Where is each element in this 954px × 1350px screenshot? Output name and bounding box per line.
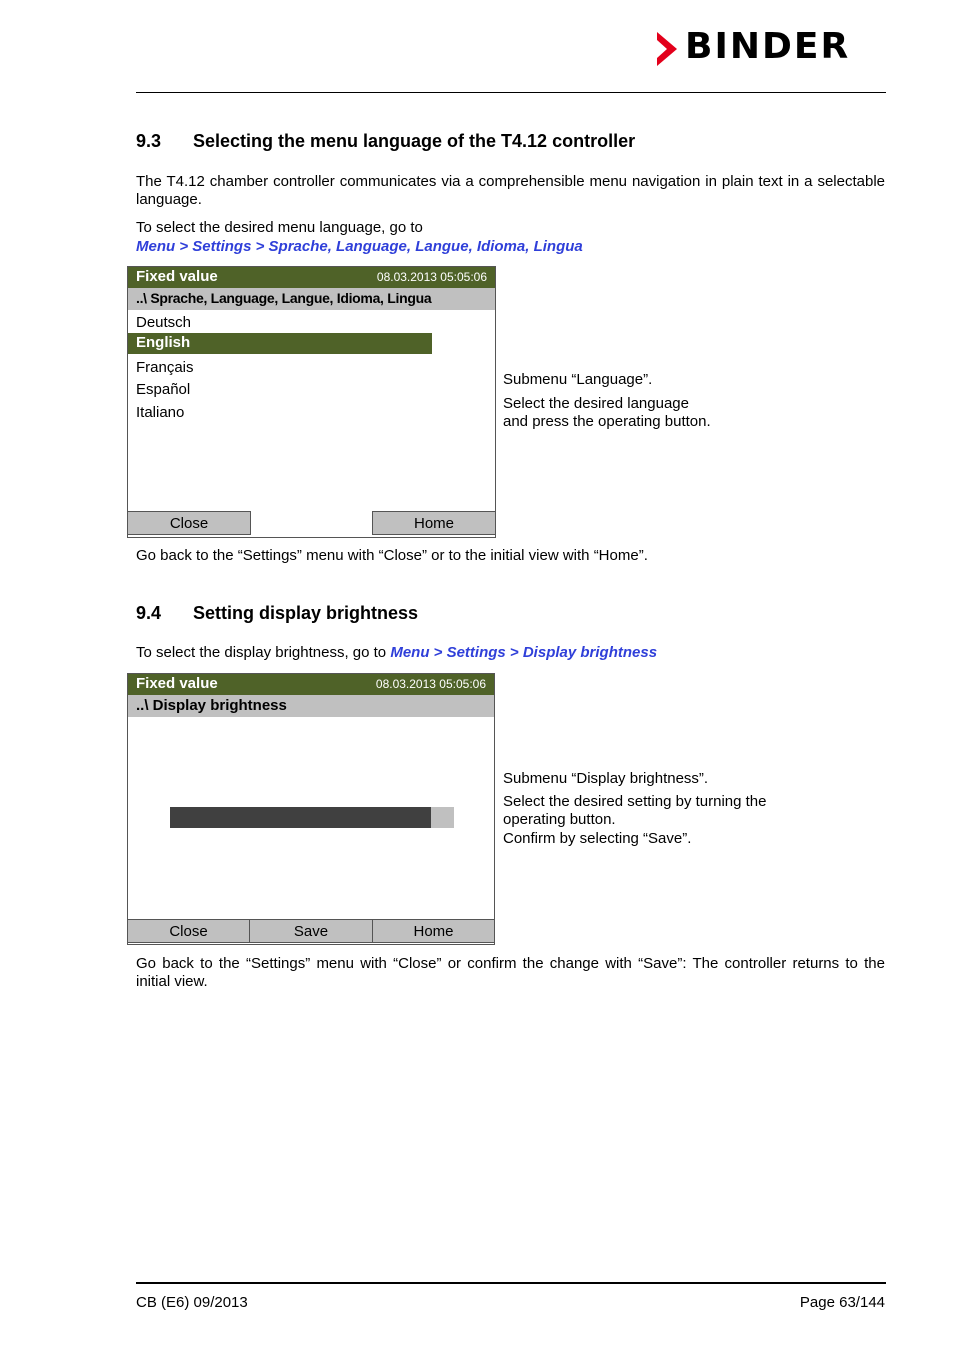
footer-left: CB (E6) 09/2013: [136, 1294, 248, 1311]
section-9-3-outro: Go back to the “Settings” menu with “Close” or to the initial view with “Home”.: [136, 547, 648, 564]
footer-rule: [136, 1282, 886, 1284]
language-option-espanol[interactable]: Español: [136, 381, 191, 398]
brightness-menu-path-link[interactable]: Menu > Settings > Display brightness: [390, 644, 658, 661]
screen-titlebar: [128, 267, 495, 288]
language-option-deutsch[interactable]: Deutsch: [136, 314, 192, 331]
brightness-screen: [127, 673, 495, 945]
section-9-4-outro: Go back to the “Settings” menu with “Close” or confirm the change with “Save”: The controller returns to the initial view.: [136, 955, 885, 990]
screen-datetime: 08.03.2013 05:05:06: [376, 270, 487, 284]
brightness-side-note-3: Confirm by selecting “Save”.: [503, 830, 692, 847]
logo-arrow-icon: [655, 30, 681, 68]
language-side-note-2a: Select the desired language: [503, 395, 689, 412]
language-option-italiano[interactable]: Italiano: [136, 404, 185, 421]
brightness-side-note-2a: Select the desired setting by turning the: [503, 793, 767, 810]
language-side-note-2b: and press the operating button.: [503, 413, 711, 430]
section-9-3-intro: The T4.12 chamber controller communicates via a comprehensible menu navigation in plain text in a selectable language.: [136, 173, 885, 208]
binder-logo: [655, 26, 887, 68]
language-option-francais[interactable]: Français: [136, 359, 194, 376]
close-button[interactable]: Close: [127, 511, 251, 535]
section-9-3-goto: To select the desired menu language, go to: [136, 219, 423, 236]
home-button[interactable]: Home: [372, 511, 496, 535]
section-9-4-heading: 9.4 Setting display brightness: [136, 603, 419, 623]
section-9-3-heading: 9.3 Selecting the menu language of the T4.12 controller: [136, 131, 636, 151]
brightness-slider[interactable]: [170, 807, 454, 828]
section-9-4-goto: To select the display brightness, go to Menu > Settings > Display brightness: [136, 644, 658, 661]
brightness-slider-fill: [170, 807, 431, 828]
language-menu-path-link[interactable]: Menu > Settings > Sprache, Language, Langue, Idioma, Lingua: [136, 238, 583, 255]
close-button[interactable]: Close: [127, 919, 250, 943]
save-button[interactable]: Save: [249, 919, 373, 943]
brightness-side-note-1: Submenu “Display brightness”.: [503, 770, 709, 787]
footer-page-number: Page 63/144: [799, 1294, 885, 1311]
screen-datetime: 08.03.2013 05:05:06: [375, 677, 486, 691]
screen-title: Fixed value: [136, 675, 218, 692]
brightness-side-note-2b: operating button.: [503, 811, 616, 828]
screen-path: ..\ Sprache, Language, Langue, Idioma, Lingua: [128, 288, 495, 310]
screen-path: ..\ Display brightness: [128, 695, 494, 717]
header-rule: [136, 92, 886, 93]
screen-title: Fixed value: [136, 268, 218, 285]
screen-titlebar: [128, 674, 494, 695]
language-option-english[interactable]: English: [128, 333, 432, 354]
language-side-note-1: Submenu “Language”.: [503, 371, 653, 388]
home-button[interactable]: Home: [372, 919, 495, 943]
language-screen: [127, 266, 496, 538]
logo-text: BINDER: [685, 26, 851, 67]
